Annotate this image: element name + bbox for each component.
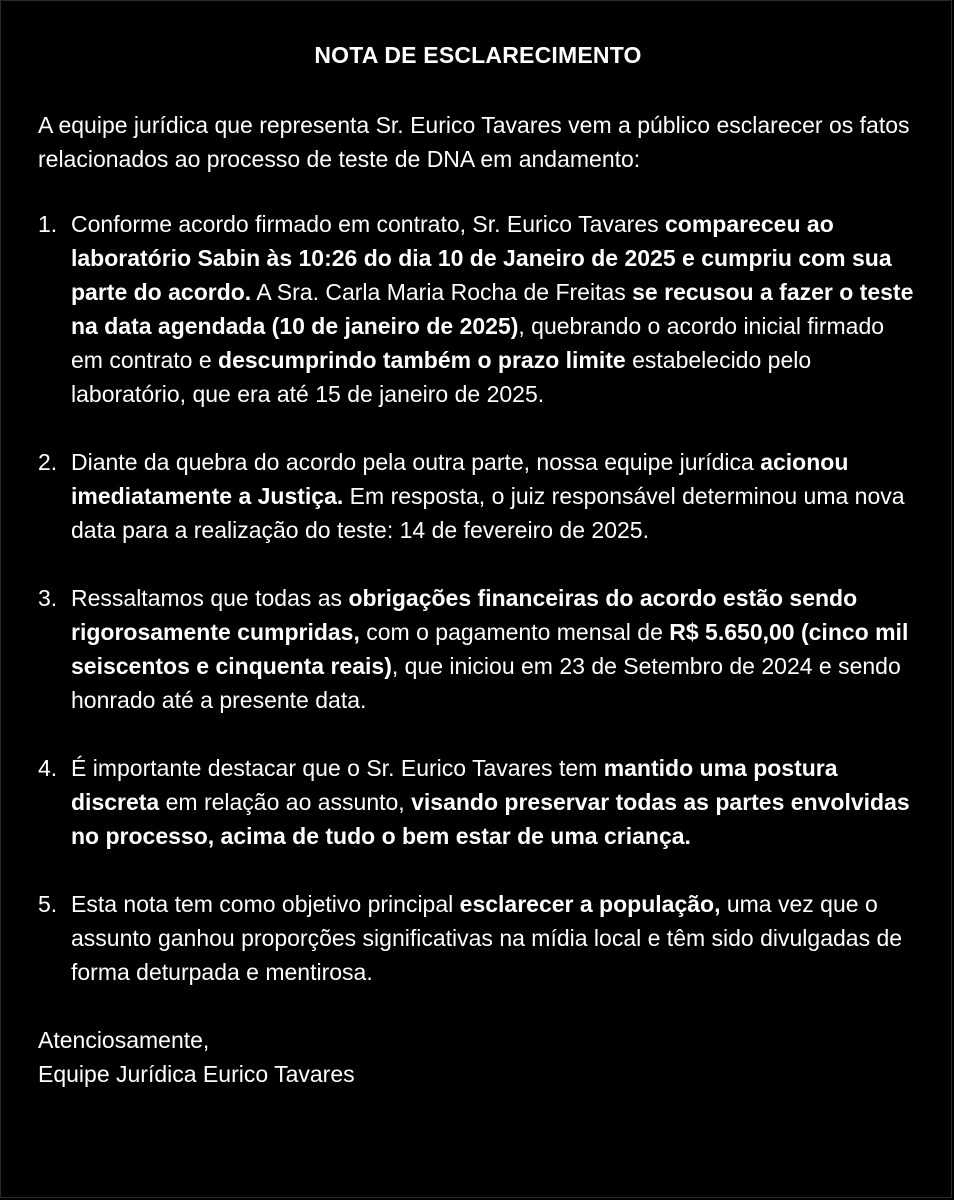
salutation: Atenciosamente, — [38, 1027, 210, 1053]
list-item — [38, 581, 918, 717]
note-intro: A equipe jurídica que representa Sr. Eurico Tavares vem a público esclarecer os fatos relacionados ao processo de teste de DNA em andamento: — [38, 112, 910, 172]
item-text: É importante destacar que o Sr. Eurico Tavares tem mantido uma postura discreta em relação ao assunto, visando preservar todas as partes envolvidas no processo, acima de tudo o bem estar de uma criança. — [71, 755, 910, 849]
item-number: 1. — [38, 211, 58, 237]
item-text: Ressaltamos que todas as obrigações financeiras do acordo estão sendo rigorosamente cumpridas, com o pagamento mensal de R$ 5.650,00 (cinco mil seiscentos e cinquenta reais), que iniciou em 23 de Setembro de 2024 e sendo honrado até a presente data. — [71, 585, 909, 713]
item-text: Conforme acordo firmado em contrato, Sr. Eurico Tavares compareceu ao laboratório Sabin às 10:26 do dia 10 de Janeiro de 2025 e cumpriu com sua parte do acordo. A Sra. Carla Maria Rocha de Freitas se recusou a fazer o teste na data agendada (10 de janeiro de 2025), quebrando o acordo inicial firmado em contrato e descumprindo também o prazo limite estabelecido pelo laboratório, que era até 15 de janeiro de 2025. — [71, 211, 914, 407]
item-number: 4. — [38, 755, 58, 781]
closing-block — [38, 1023, 918, 1091]
list-item — [38, 751, 918, 853]
note-title: NOTA DE ESCLARECIMENTO — [314, 42, 642, 68]
list-item — [38, 887, 918, 989]
points-list — [38, 207, 918, 989]
clarification-note — [38, 40, 918, 1091]
item-number: 2. — [38, 449, 58, 475]
item-text: Esta nota tem como objetivo principal esclarecer a população, uma vez que o assunto ganhou proporções significativas na mídia local e têm sido divulgadas de forma deturpada e mentirosa. — [71, 891, 903, 985]
list-item — [38, 207, 918, 411]
list-item — [38, 445, 918, 547]
item-number: 5. — [38, 891, 58, 917]
signature: Equipe Jurídica Eurico Tavares — [38, 1061, 355, 1087]
item-number: 3. — [38, 585, 58, 611]
item-text: Diante da quebra do acordo pela outra parte, nossa equipe jurídica acionou imediatamente a Justiça. Em resposta, o juiz responsável determinou uma nova data para a realização do teste: 14 de fevereiro de 2025. — [71, 449, 905, 543]
